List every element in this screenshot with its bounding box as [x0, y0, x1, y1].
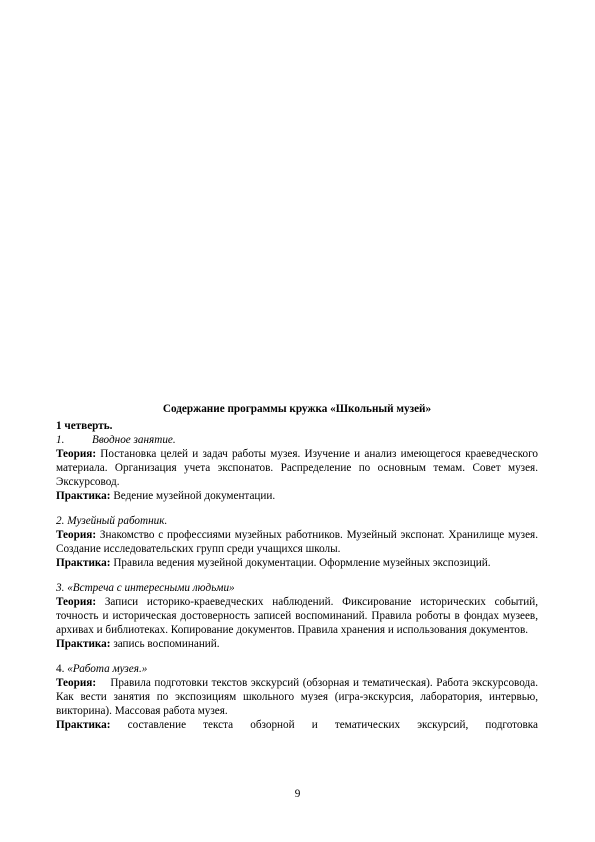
section-4-heading [56, 662, 538, 676]
section-3-practice-label: Практика: [56, 638, 111, 650]
section-1-heading [56, 433, 538, 447]
section-4-title: «Работа музея.» [67, 663, 148, 675]
section-3-theory [56, 595, 538, 637]
section-2-practice-text: Правила ведения музейной документации. Оформление музейных экспозиций. [113, 557, 491, 569]
section-3-practice-text: запись воспоминаний. [113, 638, 220, 650]
section-3-title: 3. «Встреча с интересными людьми» [56, 582, 235, 594]
document-title: Содержание программы кружка «Школьный музей» [162, 403, 432, 415]
section-4-theory-text: Правила подготовки текстов экскурсий (обзорная и тематическая). Работа экскурсовода. Как вести занятия по экспозициям школьного музея (игра-экскурсия, лаборатория, интервью, викторина). Массовая работа музея. [56, 677, 538, 717]
section-2-theory-label: Теория: [56, 529, 97, 541]
section-3-theory-label: Теория: [56, 596, 97, 608]
section-4-theory-label: Теория: [56, 677, 97, 689]
section-4-number: 4. [56, 663, 68, 675]
document-body [56, 402, 538, 732]
section-2-practice-label: Практика: [56, 557, 111, 569]
section-2-practice [56, 556, 538, 570]
section-2-theory [56, 528, 538, 556]
section-1-practice [56, 489, 538, 503]
section-1-number: 1. [56, 434, 65, 446]
section-2-title: 2. Музейный работник. [56, 515, 168, 527]
section-4-practice-text: составление текста обзорной и тематических экскурсий, подготовка [127, 719, 538, 731]
section-2-theory-text: Знакомство с профессиями музейных работников. Музейный экспонат. Хранилище музея. Создание исследовательских групп среди учащихся школы. [56, 529, 539, 555]
section-4-practice [56, 718, 538, 732]
section-1-theory-label: Теория: [56, 448, 97, 460]
section-4-practice-label: Практика: [56, 719, 111, 731]
section-1-practice-label: Практика: [56, 490, 111, 502]
page-number: 9 [294, 788, 301, 800]
section-1-title: Вводное занятие. [92, 434, 176, 446]
section-1-theory [56, 447, 538, 489]
section-3-practice [56, 637, 538, 651]
section-4-theory [56, 676, 538, 718]
section-3-theory-text: Записи историко-краеведческих наблюдений. Фиксирование исторических событий, точность и историческая достоверность записей воспоминаний. Правила роботы в фондах музеев, архивах и библиотеках. Копирование документов. Правила хранения и использования документов. [56, 596, 538, 636]
quarter-heading: 1 четверть. [56, 420, 113, 432]
section-1-practice-text: Ведение музейной документации. [113, 490, 276, 502]
section-1-theory-text: Постановка целей и задач работы музея. Изучение и анализ имеющегося краеведческого материала. Организация учета экспонатов. Распределение по основным темам. Совет музея. Экскурсовод. [56, 448, 539, 488]
